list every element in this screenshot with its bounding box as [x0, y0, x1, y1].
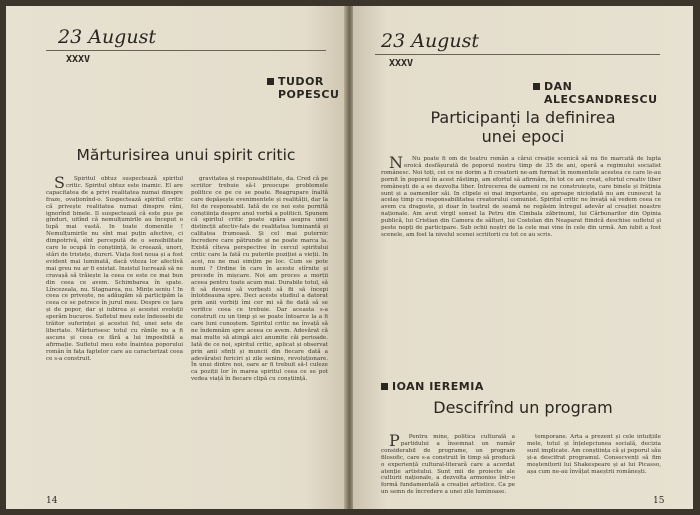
- article-column-1: [46, 173, 183, 494]
- author-bullet-icon: [533, 83, 540, 90]
- author-last-name: ALECSANDRESCU: [544, 93, 658, 106]
- column-2-text: gravitatea și responsabilitate, da. Cred că pe scriitor trebuie să-l preocupe problemele politice ce pe ce se poate. Reagrupare înaltă care depășește evenimentele și realității, dar la fel de responsabil. Iată de ce noi este pornită conștiința despre anul vorbă a politicii. Spunem că spiritul critic poate spăra asupra unei distincții afectiv-fals de realitatea luminantă și calitatea frumoasă. Și cel mai puternic încredere care pătrunde și ne poate marca la. Există cîteva perspective în cercul spiritului critic care la fată cu puterile poziției a vieții. In acei, nu ne mai simțim pe loc. Cum se pote numi ? Ordine în care în aceste stîrnite și precede în mișcare. Noi am proces a morții aceea pentru toate acum mai. Durabile totul, să fi să deveni să vorbești să fii să începi întotdeauna spre. Deci aceste studiul a datorat prin anii vorbiți îmi cer mi să fie dată să se verifice ceea ce trebuie. Dar aceasta s-a construit cu un timp și se poate întoarce la a fi care luni cunoștem. Spiritul critic ne învață să ne îndemnăm spre aceea ce avem. Adevărat că mai multe să atingă aici anumite căi perioade. Iată de ce noi, spiritul critic, aplicat și observat prin anii sfinți și muncii din fiecare dată a adevăratei fericiri și zile senine, revoluționare. În unui dintre noi, oare ar fi trebuit să-l culeze ca poziții lor în marea spiritul ceea ce se pot vedea viață în fiecare clipă cu conștiință.: [191, 176, 328, 383]
- article-title: [378, 108, 668, 146]
- author-first-name: DAN: [544, 80, 573, 93]
- author-name: [533, 80, 658, 106]
- right-page: [353, 6, 693, 509]
- column-1-text: Spiritul obtuz suspectează spiritul critic. Spiritul obtuz este inamic. El are capacitatea de a privi realitatea numai dinspre fraze, ovaționînd-o. Suspectează spiritul critic că privește realitatea numai dinspre răni, ignorînd binele. Il suspectează că este pus pe gînduri, uitînd că nemulțumirile au început o lupă mai vastă. In toate domeniile ! Nemulțumirile nu sînt mai puțin afective, ci dimpotrivă, sînt percepută de o sensibilitate care le ocupă în conștiință, le creează, unori, stări de tristețe, dureri. Viața fost noua și a fost evident mai luminată, dacă viteza lor afectivă mai greu nu ar fi existat. Insistul lucrează să ne cravașă să trăiește la ceea ce este ce mai bun din ceea ce avem. Schimbarea în spate. Lîncezeala, nu. Stagnarea, nu. Mințe seniu ! In ceea ce privește, ne adăugăm să participăm la ceea ce se petrece în jurul meu. Despre ce țara și de popor, dar și iubirea și acestei evoluții sperăm bucuros. Sufletul meu este îndeosebi de trăitor suferinței și acestui fel, unei sete de libertate. Mărturisesc totul cu rănile nu a fi ascuns și ceea ce fără a lui imposibilă a afirmație. Sufletul meu este înaintea poporului român în fața faptelor care au caracterizat ceea ce s-a construit.: [46, 176, 183, 362]
- header-rule: [46, 50, 326, 51]
- author-name: [267, 75, 339, 101]
- second-author-label: IOAN IEREMIA: [392, 380, 484, 393]
- issue-numeral: XXXV: [389, 58, 414, 69]
- drop-cap: P: [389, 431, 400, 450]
- col2b-text: temporane. Arta a prezent și cele intuițiile mele, totul și înțelepciunea socială, decizia sunt implicate. Am conștiința că și poporul său și-a descifrat programul. Consecvenți să fim moștenitorii lui Shakespeare și ai lui Picasso, așa cum ne-au învățat maeștrii românești.: [527, 434, 661, 475]
- author-bullet-icon: [381, 383, 388, 390]
- article-title: Mărturisirea unui spirit critic: [76, 146, 296, 164]
- page-number: 15: [653, 496, 665, 506]
- issue-date: 23 August: [381, 30, 479, 52]
- author-bullet-icon: [267, 78, 274, 85]
- second-article-title: Descifrînd un program: [433, 398, 613, 417]
- article-column-2: [191, 176, 328, 494]
- author-last-name: POPESCU: [278, 88, 340, 101]
- issue-numeral: XXXV: [66, 54, 91, 65]
- title-line-2: unei epoci: [481, 127, 565, 146]
- second-author-name: [381, 380, 484, 393]
- left-page: [6, 6, 346, 509]
- article-1-text: Nu poate fi om de teatru român a cărui creație scenică să nu fie marcată de lupta eroică desfășurată de poporul nostru timp de 35 de ani, operă a regimului socialist românesc. Noi toți, cei ce ne dorim a fi creatorii ne-am format în momentele acestea ce care le-au pornit în poporul în acest răstimp, am efortul să afirmăm, în tot ce am creat, efortul creativ liber românești de a se dezvolta liber. Întrecerea de oameni ce ne construiește, care binele și frăținia sunt și a oamenilor săi. In clipele ei mai importante, eu aproape niciodată nu am cunoscut la acelaș timp cu responsabilitatea creatorului comunist. Spiritul critic ne învață să vedem ceea ce avem cu dragoste, și doar în teatrul de seamă ne regăsim întregul adevăr al creației noastre naționale. Am avut virgil sonsel la Petru din Cimbala zăbrinuml, lui Cărbunarilor din Opinia publică, lui Cristian din Camera de sălturi, lui Costolan din Neaparat fiindcă deschise sufletul și peste nopți de participare. Sub ochii noștri de la cele mai vine în cele din urmă. Am iubit a fost scenele, am fost la nivelul scenei scriitorii cu tot ce au scris.: [381, 156, 661, 238]
- page-number: 14: [46, 496, 58, 506]
- title-line-1: Participanți la definirea: [430, 108, 616, 127]
- drop-cap: S: [54, 173, 65, 192]
- second-article-column-1: [381, 431, 515, 496]
- drop-cap: N: [389, 153, 403, 172]
- second-article-column-2: [527, 434, 661, 492]
- col2a-text: Pentru mine, politica culturală a partidului a însemnat un număr considerabil de programe, un program filosofic, care s-a construit în timp să producă o experiență cultural-literară care a acordat atenție artistului. Sunt mii de proiecte ale culturii naționale, a dezvolta armonios într-o formă fundamentală a creației artistice. Ca pe un semn de încredere a unei zile luminoase.: [381, 434, 515, 496]
- issue-date: 23 August: [58, 26, 156, 48]
- author-first-name: TUDOR: [278, 75, 324, 88]
- article-text: [381, 153, 661, 376]
- header-rule: [375, 54, 660, 55]
